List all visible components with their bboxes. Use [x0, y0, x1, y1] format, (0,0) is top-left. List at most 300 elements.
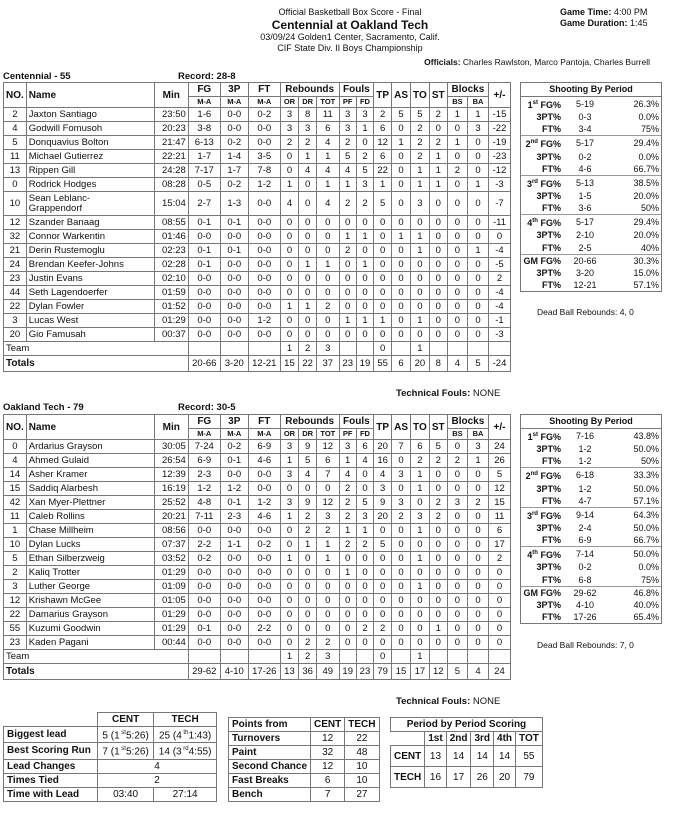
- player-stat-pf: 2: [339, 482, 356, 496]
- player-stat-fd: 2: [356, 192, 373, 216]
- player-stat-as: 0: [392, 272, 411, 286]
- player-stat-pm: 2: [489, 272, 511, 286]
- col-ft-ma: M-A: [248, 429, 280, 440]
- col-tot: TOT: [317, 429, 340, 440]
- player-stat-tp3: 0-0: [220, 328, 248, 342]
- summary-label: Lead Changes: [4, 759, 98, 773]
- player-stat-fd: 0: [356, 594, 373, 608]
- col-fg-ma: M-A: [188, 429, 220, 440]
- team-stat-pm: [489, 342, 511, 356]
- shooting-label: FT%: [542, 612, 561, 623]
- player-stat-fg: 2-7: [188, 192, 220, 216]
- player-stat-st: 0: [429, 566, 447, 580]
- player-stat-bs: 0: [447, 482, 467, 496]
- player-stat-ft: 0-0: [248, 580, 280, 594]
- player-stat-fg: 0-0: [188, 608, 220, 622]
- player-stat-or: 0: [280, 636, 298, 650]
- shooting-percentage: 64.3%: [607, 507, 661, 522]
- player-stat-pm: -15: [489, 108, 511, 122]
- event-name: CIF State Div. II Boys Championship: [277, 43, 423, 53]
- player-row: [4, 524, 511, 538]
- player-stat-pm: 0: [489, 622, 511, 636]
- player-stat-to: 1: [411, 580, 430, 594]
- team-stat-tot: 3: [317, 342, 340, 356]
- points-from-cent: 12: [311, 760, 345, 774]
- col-tp: TP: [374, 83, 392, 108]
- player-row: [4, 552, 511, 566]
- shooting-percentage: 29.4%: [607, 136, 661, 151]
- col-blocks: Blocks: [447, 83, 488, 97]
- player-stat-or: 0: [280, 594, 298, 608]
- oakland-dead-ball-rebounds: Dead Ball Rebounds: 7, 0: [537, 640, 634, 650]
- player-stat-to: 0: [411, 566, 430, 580]
- summary-label: Time with Lead: [4, 787, 98, 801]
- player-stat-to: 0: [411, 538, 430, 552]
- player-stat-or: 0: [280, 230, 298, 244]
- col-no: NO.: [4, 415, 27, 440]
- player-stat-fg: 1-6: [188, 108, 220, 122]
- player-number: 0: [4, 440, 27, 454]
- player-stat-tp: 0: [374, 230, 392, 244]
- player-stat-st: 1: [429, 150, 447, 164]
- shooting-row: [521, 611, 661, 623]
- player-row: [4, 538, 511, 552]
- shooting-row: [521, 482, 661, 494]
- shooting-row: [521, 534, 661, 547]
- player-stat-tp: 12: [374, 136, 392, 150]
- player-stat-st: 1: [429, 178, 447, 192]
- centennial-name-score: Centennial - 55: [3, 71, 71, 82]
- player-stat-dr: 0: [299, 328, 317, 342]
- team-stat-dr: 2: [299, 342, 317, 356]
- player-stat-st: 0: [429, 328, 447, 342]
- player-stat-to: 2: [411, 122, 430, 136]
- team-stat-dr: 2: [299, 650, 317, 664]
- player-stat-to: 0: [411, 272, 430, 286]
- shooting-percentage: 50.0%: [633, 522, 659, 533]
- player-minutes: 30:05: [154, 440, 188, 454]
- player-row: [4, 468, 511, 482]
- shooting-percentage: 29.4%: [607, 215, 661, 230]
- game-title: Centennial at Oakland Tech: [271, 18, 429, 32]
- player-stat-st: 0: [429, 580, 447, 594]
- shooting-label: GM FG%: [521, 586, 563, 599]
- col-fg: FG: [188, 415, 220, 429]
- player-stat-as: 2: [392, 510, 411, 524]
- col-fg: FG: [188, 83, 220, 97]
- player-stat-as: 0: [392, 552, 411, 566]
- summary-row: [4, 773, 217, 787]
- player-stat-tot: 0: [317, 272, 340, 286]
- shooting-made-attempted: 1-2: [578, 456, 592, 467]
- player-stat-st: 0: [429, 524, 447, 538]
- team-stat-tp3: [220, 650, 248, 664]
- shooting-label: 3PT%: [536, 267, 561, 278]
- player-stat-pm: -22: [489, 122, 511, 136]
- player-stat-tp3: 0-0: [220, 566, 248, 580]
- technical-fouls-label: Technical Fouls:: [396, 388, 471, 399]
- player-stat-as: 0: [392, 286, 411, 300]
- player-stat-as: 0: [392, 258, 411, 272]
- player-stat-ft: 0-0: [248, 258, 280, 272]
- player-number: 23: [4, 636, 27, 650]
- player-stat-tot: 12: [317, 440, 340, 454]
- player-minutes: 02:28: [154, 258, 188, 272]
- player-stat-ft: 0-0: [248, 244, 280, 258]
- totals-stat-or: 13: [280, 664, 298, 680]
- points-from-row: [229, 760, 380, 774]
- player-stat-ft: 0-2: [248, 538, 280, 552]
- period-score: 13: [425, 746, 446, 767]
- player-stat-bs: 0: [447, 328, 467, 342]
- player-number: 2: [4, 566, 27, 580]
- player-stat-pf: 2: [339, 496, 356, 510]
- player-stat-dr: 4: [299, 164, 317, 178]
- player-minutes: 23:50: [154, 108, 188, 122]
- totals-stat-tp: 55: [374, 356, 392, 372]
- shooting-table: [521, 97, 661, 291]
- totals-stat-pf: 23: [339, 356, 356, 372]
- player-stat-pm: -19: [489, 136, 511, 150]
- summary-cent-suffix: st: [119, 746, 126, 753]
- player-stat-tp3: 0-0: [220, 122, 248, 136]
- shooting-made-attempted: 5-17: [563, 136, 607, 151]
- player-stat-to: 0: [411, 608, 430, 622]
- player-number: 10: [4, 192, 27, 216]
- team-label: Team: [4, 650, 189, 664]
- player-stat-pf: 2: [339, 192, 356, 216]
- team-stat-fd: [356, 342, 373, 356]
- totals-stat-bs: 5: [447, 664, 467, 680]
- shooting-label: 2nd FG%: [521, 136, 563, 151]
- player-stat-st: 0: [429, 216, 447, 230]
- col-plus-minus: +/-: [489, 415, 511, 440]
- player-stat-pm: 0: [489, 594, 511, 608]
- player-stat-to: 0: [411, 636, 430, 650]
- totals-stat-fd: 19: [356, 356, 373, 372]
- player-stat-ba: 0: [468, 524, 489, 538]
- shooting-made-attempted: 12-21: [573, 280, 597, 291]
- player-stat-ft: 0-0: [248, 468, 280, 482]
- player-stat-ba: 0: [468, 192, 489, 216]
- shooting-made-attempted: 5-17: [563, 215, 607, 230]
- player-stat-to: 3: [411, 192, 430, 216]
- totals-stat-ft: 17-26: [248, 664, 280, 680]
- team-stat-as: [392, 342, 411, 356]
- player-stat-fd: 0: [356, 636, 373, 650]
- totals-stat-tot: 49: [317, 664, 340, 680]
- shooting-period-suffix: st: [532, 100, 538, 106]
- player-number: 2: [4, 108, 27, 122]
- player-stat-ba: 3: [468, 122, 489, 136]
- player-stat-tot: 0: [317, 594, 340, 608]
- player-stat-as: 1: [392, 230, 411, 244]
- shooting-row: [521, 136, 661, 151]
- shooting-row: [521, 242, 661, 255]
- player-row: [4, 440, 511, 454]
- game-info: [560, 7, 700, 29]
- player-stat-to: 0: [411, 258, 430, 272]
- player-stat-tot: 4: [317, 192, 340, 216]
- totals-stat-tp3: 4-10: [220, 664, 248, 680]
- player-stat-tot: 1: [317, 552, 340, 566]
- team-stat-tot: 3: [317, 650, 340, 664]
- player-stat-to: 5: [411, 108, 430, 122]
- player-stat-st: 2: [429, 454, 447, 468]
- player-name: Rodrick Hodges: [26, 178, 154, 192]
- shooting-period: 2: [525, 471, 531, 482]
- player-stat-bs: 0: [447, 286, 467, 300]
- player-stat-ft: 0-0: [248, 328, 280, 342]
- player-stat-pf: 1: [339, 524, 356, 538]
- team-stat-ft: [248, 342, 280, 356]
- officials-label: Officials:: [424, 57, 461, 67]
- player-stat-ft: 1-2: [248, 314, 280, 328]
- player-stat-dr: 0: [299, 272, 317, 286]
- col-3p: 3P: [220, 83, 248, 97]
- player-stat-bs: 1: [447, 108, 467, 122]
- player-stat-bs: 2: [447, 454, 467, 468]
- totals-stat-fd: 23: [356, 664, 373, 680]
- player-number: 5: [4, 552, 27, 566]
- player-stat-pm: -3: [489, 178, 511, 192]
- player-stat-to: 0: [411, 622, 430, 636]
- player-stat-or: 1: [280, 552, 298, 566]
- shooting-row: [521, 522, 661, 534]
- shooting-row: [521, 561, 661, 573]
- player-minutes: 08:28: [154, 178, 188, 192]
- player-name: Brendan Keefer-Johns: [26, 258, 154, 272]
- period-header: TOT: [516, 732, 543, 746]
- player-stat-pf: 2: [339, 244, 356, 258]
- player-stat-ba: 2: [468, 496, 489, 510]
- player-stat-pm: 12: [489, 482, 511, 496]
- shooting-made-attempted: 1-5: [578, 190, 592, 201]
- shooting-percentage: 15.0%: [633, 267, 659, 278]
- player-stat-st: 2: [429, 136, 447, 150]
- player-stat-fg: 0-1: [188, 258, 220, 272]
- shooting-percentage: 30.3%: [607, 254, 661, 267]
- player-stat-tot: 0: [317, 314, 340, 328]
- player-stat-ba: 1: [468, 178, 489, 192]
- player-number: 12: [4, 594, 27, 608]
- player-stat-pf: 1: [339, 314, 356, 328]
- player-stat-pf: 2: [339, 538, 356, 552]
- period-score: 26: [471, 767, 494, 788]
- player-stat-bs: 0: [447, 468, 467, 482]
- shooting-period: 2: [525, 139, 531, 150]
- player-stat-to: 6: [411, 440, 430, 454]
- player-minutes: 12:39: [154, 468, 188, 482]
- player-stat-pf: 0: [339, 258, 356, 272]
- player-stat-or: 0: [280, 482, 298, 496]
- player-stat-pm: 0: [489, 608, 511, 622]
- player-number: 20: [4, 328, 27, 342]
- player-name: Dylan Lucks: [26, 538, 154, 552]
- player-number: 11: [4, 510, 27, 524]
- technical-fouls-value: NONE: [472, 388, 501, 399]
- shooting-percentage: 75%: [640, 574, 659, 585]
- player-stat-ba: 0: [468, 300, 489, 314]
- player-stat-tot: 0: [317, 622, 340, 636]
- player-stat-fg: 0-5: [188, 178, 220, 192]
- shooting-percentage: 20.0%: [633, 230, 659, 241]
- period-corner: [391, 732, 425, 746]
- player-name: Szander Banaag: [26, 216, 154, 230]
- player-stat-to: 1: [411, 482, 430, 496]
- player-stat-ba: 0: [468, 468, 489, 482]
- oakland-technical-fouls: [396, 696, 500, 707]
- summary-col-cent: CENT: [98, 713, 154, 727]
- points-from-tech: 10: [345, 774, 379, 788]
- player-stat-tp3: 0-0: [220, 468, 248, 482]
- player-stat-dr: 8: [299, 108, 317, 122]
- player-stat-st: 0: [429, 272, 447, 286]
- player-stat-or: 0: [280, 286, 298, 300]
- player-stat-fg: 1-2: [188, 482, 220, 496]
- period-score: 79: [516, 767, 543, 788]
- player-row: [4, 566, 511, 580]
- shooting-row: [521, 495, 661, 508]
- period-score: 20: [494, 767, 516, 788]
- player-number: 13: [4, 164, 27, 178]
- player-stat-fg: 0-1: [188, 244, 220, 258]
- player-stat-to: 2: [411, 454, 430, 468]
- player-stat-tp: 3: [374, 482, 392, 496]
- period-row: [391, 746, 543, 767]
- period-header: 3rd: [471, 732, 494, 746]
- shooting-row: [521, 254, 661, 267]
- shooting-percentage: 0.0%: [638, 112, 659, 123]
- team-stat-pf: [339, 650, 356, 664]
- points-from-header: Points from: [229, 718, 311, 732]
- player-stat-tp3: 0-0: [220, 230, 248, 244]
- player-stat-dr: 5: [299, 454, 317, 468]
- player-stat-as: 0: [392, 328, 411, 342]
- player-stat-pf: 1: [339, 566, 356, 580]
- player-stat-tp: 0: [374, 580, 392, 594]
- totals-label: Totals: [4, 664, 189, 680]
- player-stat-tp3: 0-1: [220, 216, 248, 230]
- player-stat-ft: 0-0: [248, 636, 280, 650]
- player-stat-to: 1: [411, 552, 430, 566]
- player-stat-pf: 3: [339, 440, 356, 454]
- player-stat-pf: 2: [339, 136, 356, 150]
- player-stat-st: 0: [429, 468, 447, 482]
- player-stat-ba: 0: [468, 314, 489, 328]
- shooting-made-attempted: 9-14: [563, 507, 607, 522]
- player-stat-fd: 0: [356, 272, 373, 286]
- oakland-shooting-by-period: [520, 414, 662, 624]
- player-stat-bs: 0: [447, 178, 467, 192]
- period-header: 1st: [425, 732, 446, 746]
- col-rebounds: Rebounds: [280, 415, 339, 429]
- shooting-row: [521, 97, 661, 111]
- summary-tech-suffix: rd: [181, 746, 189, 753]
- points-from-cent: 12: [311, 732, 345, 746]
- shooting-label: 4th FG%: [521, 215, 563, 230]
- player-stat-to: 2: [411, 136, 430, 150]
- shooting-made-attempted: 3-6: [578, 203, 592, 214]
- player-stat-or: 0: [280, 538, 298, 552]
- player-stat-fg: 0-0: [188, 314, 220, 328]
- player-stat-tp3: 0-0: [220, 594, 248, 608]
- summary-row: [4, 743, 217, 759]
- shooting-label: 3PT%: [536, 599, 561, 610]
- player-stat-tp3: 2-3: [220, 510, 248, 524]
- shooting-caption: Shooting By Period: [521, 83, 661, 97]
- player-stat-ba: 0: [468, 136, 489, 150]
- shooting-row: [521, 279, 661, 291]
- shooting-label: 3rd FG%: [521, 175, 563, 190]
- player-stat-or: 0: [280, 622, 298, 636]
- shooting-label: 3PT%: [536, 522, 561, 533]
- player-stat-bs: 0: [447, 192, 467, 216]
- player-number: 4: [4, 454, 27, 468]
- team-stat-to: 1: [411, 650, 430, 664]
- player-stat-or: 0: [280, 566, 298, 580]
- period-score: 55: [516, 746, 543, 767]
- shooting-percentage: 57.1%: [633, 495, 659, 506]
- shooting-label: FT%: [542, 280, 561, 291]
- team-stat-bs: [447, 342, 467, 356]
- player-row: [4, 178, 511, 192]
- player-stat-fg: 4-8: [188, 496, 220, 510]
- col-plus-minus: +/-: [489, 83, 511, 108]
- period-header: 4th: [494, 732, 516, 746]
- player-number: 3: [4, 314, 27, 328]
- shooting-row: [521, 229, 661, 241]
- player-stat-tot: 0: [317, 580, 340, 594]
- player-stat-pm: 26: [489, 454, 511, 468]
- team-stat-st: [429, 650, 447, 664]
- player-stat-as: 3: [392, 468, 411, 482]
- col-ft-ma: M-A: [248, 97, 280, 108]
- player-stat-tot: 6: [317, 122, 340, 136]
- player-stat-ft: 0-0: [248, 300, 280, 314]
- player-stat-ft: 0-0: [248, 230, 280, 244]
- player-name: Damarius Grayson: [26, 608, 154, 622]
- player-stat-fd: 0: [356, 244, 373, 258]
- player-stat-tp: 0: [374, 216, 392, 230]
- shooting-percentage: 40%: [640, 242, 659, 253]
- player-number: 11: [4, 150, 27, 164]
- box-body: [4, 108, 511, 372]
- player-stat-fd: 0: [356, 300, 373, 314]
- shooting-made-attempted: 1-2: [578, 483, 592, 494]
- team-stat-bs: [447, 650, 467, 664]
- player-stat-as: 0: [392, 244, 411, 258]
- player-stat-fd: 1: [356, 230, 373, 244]
- player-minutes: 07:37: [154, 538, 188, 552]
- player-stat-pf: 4: [339, 468, 356, 482]
- player-stat-tp: 20: [374, 440, 392, 454]
- game-time: 4:00 PM: [613, 7, 648, 17]
- player-stat-tp3: 0-0: [220, 272, 248, 286]
- shooting-period-suffix: nd: [530, 471, 538, 478]
- oakland-box-score: [3, 414, 511, 680]
- oakland-name-score: Oakland Tech - 79: [3, 402, 84, 413]
- shooting-period-suffix: rd: [531, 510, 538, 517]
- shooting-table: [521, 429, 661, 623]
- player-stat-ft: 0-0: [248, 524, 280, 538]
- team-stat-fg: [188, 650, 220, 664]
- player-stat-bs: 0: [447, 622, 467, 636]
- player-stat-tp3: 0-2: [220, 136, 248, 150]
- shooting-label: FT%: [542, 495, 561, 506]
- period-scoring-table: [390, 717, 543, 788]
- player-row: [4, 216, 511, 230]
